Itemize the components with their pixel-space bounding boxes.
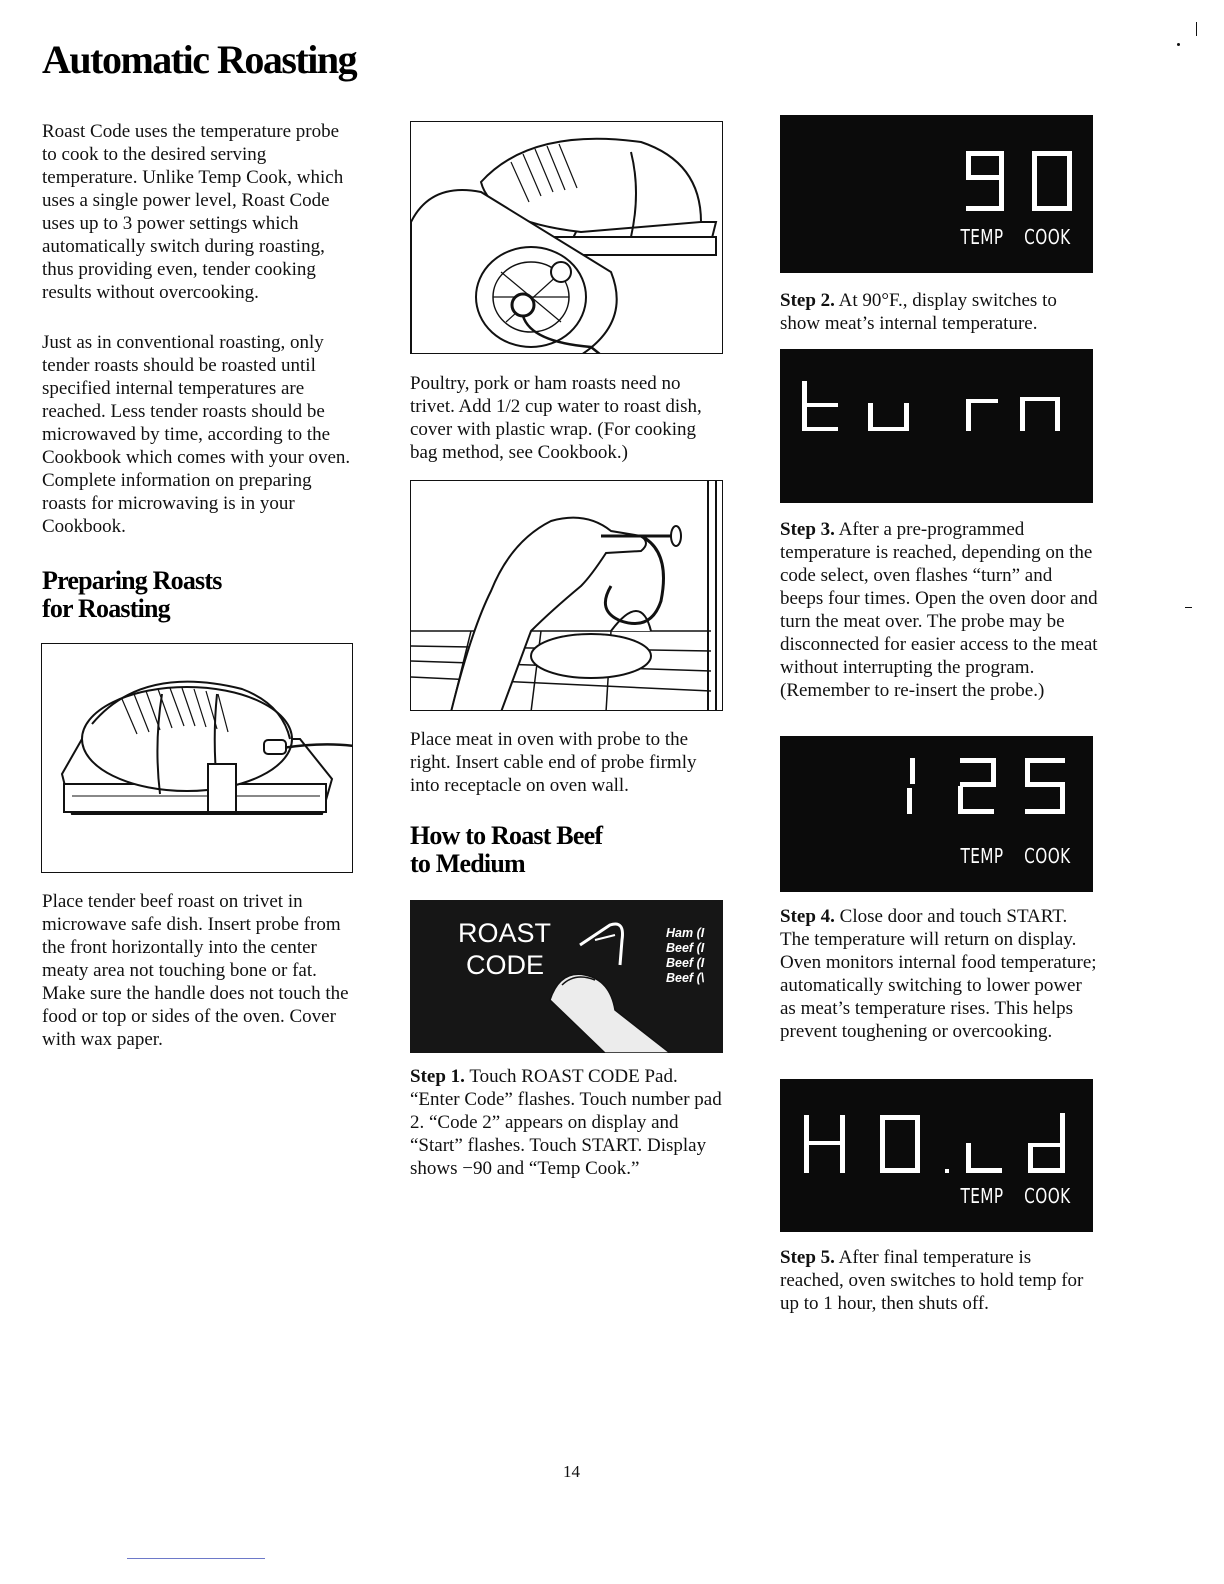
temp-cook-indicator	[946, 1184, 1071, 1208]
step3-label: Step 3.	[780, 519, 835, 540]
poultry-caption: Poultry, pork or ham roasts need no trivet. Add 1/2 cup water to roast dish, cover with plastic wrap. (For cooking bag method, see Cookbook.)	[410, 373, 702, 463]
pad-list-item: Beef (\	[666, 971, 705, 985]
roast-dish-drawing	[411, 122, 723, 354]
temp-label: TEMP	[960, 1184, 1004, 1208]
probe-insert-illustration	[410, 480, 723, 711]
display-125	[780, 736, 1093, 892]
lcd-readout-90	[780, 115, 1093, 273]
bottom-rule	[127, 1558, 265, 1559]
step4-label: Step 4.	[780, 906, 835, 927]
preparing-caption: Place tender beef roast on trivet in microwave safe dish. Insert probe from the front horizontally into the center meaty area not touching bone or fat. Make sure the handle does not touch the food or top or sides of the oven. Cover with wax paper.	[42, 891, 349, 1050]
display-90	[780, 115, 1093, 273]
step2-text: At 90°F., display switches to show meat’s internal temperature.	[780, 290, 1057, 334]
lcd-readout-turn	[780, 349, 1093, 503]
pad-list-item: Beef (I	[666, 941, 705, 955]
step2-paragraph	[780, 289, 1098, 335]
roast-code-pad-illustration	[410, 900, 723, 1053]
step3-text: After a pre-programmed temperature is reached, depending on the code select, oven flashes “turn” and beeps four times. Open the oven door and turn the meat over. The probe may be disconnected for easier access to the meat without interrupting the program. (Remember to re-insert the probe.)	[780, 519, 1098, 701]
step1-text: Touch ROAST CODE Pad. “Enter Code” flashes. Touch number pad 2. “Code 2” appears on display and “Start” flashes. Touch START. Display shows −90 and “Temp Cook.”	[410, 1066, 722, 1179]
temp-label: TEMP	[960, 844, 1004, 868]
margin-mark	[1196, 22, 1197, 36]
howto-heading-line2: to Medium	[410, 849, 525, 878]
roast-in-dish-illustration	[410, 121, 723, 354]
page-title: Automatic Roasting	[42, 37, 357, 82]
step2-label: Step 2.	[780, 290, 835, 311]
finger-icon	[410, 900, 723, 1053]
temp-cook-indicator	[946, 844, 1071, 868]
intro-paragraph-2: Just as in conventional roasting, only tender roasts should be roasted until specified internal temperatures are reached. Less tender roasts should be microwaved by time, according to the Cookbook which comes with your oven. Complete information on preparing roasts for microwaving is in your Cookbook.	[42, 332, 351, 537]
step5-paragraph	[780, 1246, 1098, 1315]
step4-text: Close door and touch START. The temperature will return on display. Oven monitors internal food temperature; automatically switching to lower power as meat’s temperature rises. This helps prevent toughening or overcooking.	[780, 906, 1097, 1042]
temp-label: TEMP	[960, 225, 1004, 249]
probe-insert-drawing	[411, 481, 723, 711]
probe-caption: Place meat in oven with probe to the right. Insert cable end of probe firmly into receptacle on oven wall.	[410, 729, 697, 796]
lcd-readout-hold	[780, 1079, 1093, 1232]
howto-heading	[410, 822, 602, 878]
step5-label: Step 5.	[780, 1247, 835, 1268]
pad-label-roast: ROAST	[458, 918, 552, 948]
step5-text: After final temperature is reached, oven switches to hold temp for up to 1 hour, then shuts off.	[780, 1247, 1084, 1314]
pad-list-item: Beef (I	[666, 956, 705, 970]
intro-paragraph-1: Roast Code uses the temperature probe to cook to the desired serving temperature. Unlike Temp Cook, which uses a single power level, Roast Code uses up to 3 power settings which automatically switch during roasting, thus providing even, tender cooking results without overcooking.	[42, 121, 344, 303]
step4-paragraph	[780, 905, 1098, 1043]
preparing-heading	[42, 567, 222, 623]
cook-label: COOK	[1024, 844, 1071, 868]
roast-on-trivet-illustration	[41, 643, 353, 873]
display-hold	[780, 1079, 1093, 1232]
preparing-heading-line1: Preparing Roasts	[42, 566, 222, 595]
display-turn	[780, 349, 1093, 503]
howto-heading-line1: How to Roast Beef	[410, 821, 603, 850]
roast-trivet-drawing	[42, 644, 353, 873]
cook-label: COOK	[1024, 225, 1071, 249]
margin-dot	[1177, 43, 1180, 46]
pad-list-item: Ham (I	[666, 926, 705, 940]
step3-paragraph	[780, 518, 1098, 702]
pad-label-code: CODE	[466, 950, 545, 980]
step1-label: Step 1.	[410, 1066, 465, 1087]
cook-label: COOK	[1024, 1184, 1071, 1208]
page-number: 14	[563, 1462, 580, 1481]
step1-paragraph	[410, 1065, 726, 1180]
temp-cook-indicator	[946, 225, 1071, 249]
margin-dash	[1185, 607, 1192, 608]
lcd-readout-125	[780, 736, 1093, 892]
preparing-heading-line2: for Roasting	[42, 594, 170, 623]
